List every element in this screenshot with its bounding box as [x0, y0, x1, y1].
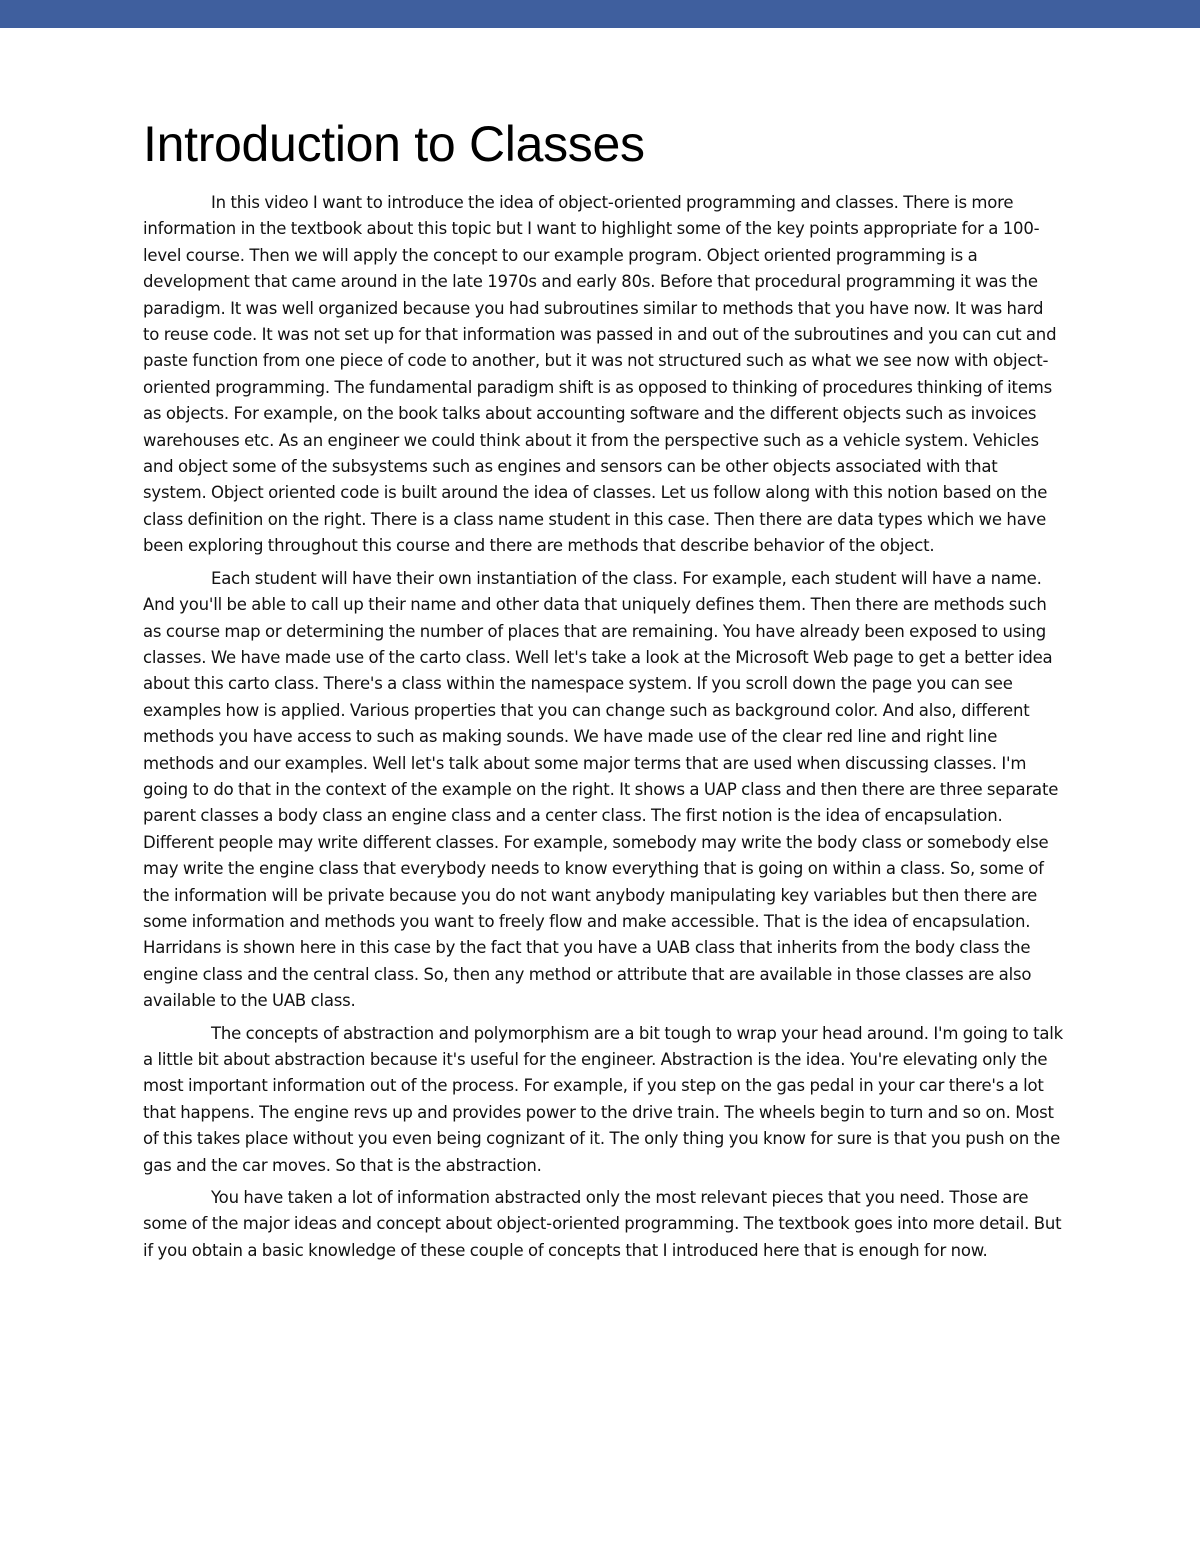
paragraph-3: The concepts of abstraction and polymorphism are a bit tough to wrap your head around. I'm going to talk a little bit about abstraction because it's useful for the engineer. Abstraction is the idea. You're elevating only the most important information out of the process. For example, if you step on the gas pedal in your car there's a lot that happens. The engine revs up and provides power to the drive train. The wheels begin to turn and so on. Most of this takes place without you even being cognizant of it. The only thing you know for sure is that you push on the gas and the car moves. So that is the abstraction.: [143, 1023, 1064, 1175]
page-title: Introduction to Classes: [143, 116, 645, 172]
paragraph-4: You have taken a lot of information abstracted only the most relevant pieces that you need. Those are some of the major ideas and concept about object-oriented programming. The textbook goes into more detail. But if you obtain a basic knowledge of these couple of concepts that I introduced here that is enough for now.: [143, 1188, 1062, 1260]
document-page: [143, 112, 1063, 1270]
paragraph-1: In this video I want to introduce the idea of object-oriented programming and classes. There is more information in the textbook about this topic but I want to highlight some of the key points appropriate for a 100-level course. Then we will apply the concept to our example program. Object oriented programming is a development that came around in the late 1970s and early 80s. Before that procedural programming it was the paradigm. It was well organized because you had subroutines similar to methods that you have now. It was hard to reuse code. It was not set up for that information was passed in and out of the subroutines and you can cut and paste function from one piece of code to another, but it was not structured such as what we see now with object-oriented programming. The fundamental paradigm shift is as opposed to thinking of procedures thinking of items as objects. For example, on the book talks about accounting software and the different objects such as invoices warehouses etc. As an engineer we could think about it from the perspective such as a vehicle system. Vehicles and object some of the subsystems such as engines and sensors can be other objects associated with that system. Object oriented code is built around the idea of classes. Let us follow along with this notion based on the class definition on the right. There is a class name student in this case. Then there are data types which we have been exploring throughout this course and there are methods that describe behavior of the object.: [143, 193, 1057, 556]
paragraph-2: Each student will have their own instantiation of the class. For example, each student will have a name. And you'll be able to call up their name and other data that uniquely defines them. Then there are methods such as course map or determining the number of places that are remaining. You have already been exposed to using classes. We have made use of the carto class. Well let's take a look at the Microsoft Web page to get a better idea about this carto class. There's a class within the namespace system. If you scroll down the page you can see examples how is applied. Various properties that you can change such as background color. And also, different methods you have access to such as making sounds. We have made use of the clear red line and right line methods and our examples. Well let's talk about some major terms that are used when discussing classes. I'm going to do that in the context of the example on the right. It shows a UAP class and then there are three separate parent classes a body class an engine class and a center class. The first notion is the idea of encapsulation. Different people may write different classes. For example, somebody may write the body class or somebody else may write the engine class that everybody needs to know everything that is going on within a class. So, some of the information will be private because you do not want anybody manipulating key variables but then there are some information and methods you want to freely flow and make accessible. That is the idea of encapsulation. Harridans is shown here in this case by the fact that you have a UAB class that inherits from the body class the engine class and the central class. So, then any method or attribute that are available in those classes are also available to the UAB class.: [143, 568, 1059, 1011]
header-bar: [0, 0, 1200, 28]
